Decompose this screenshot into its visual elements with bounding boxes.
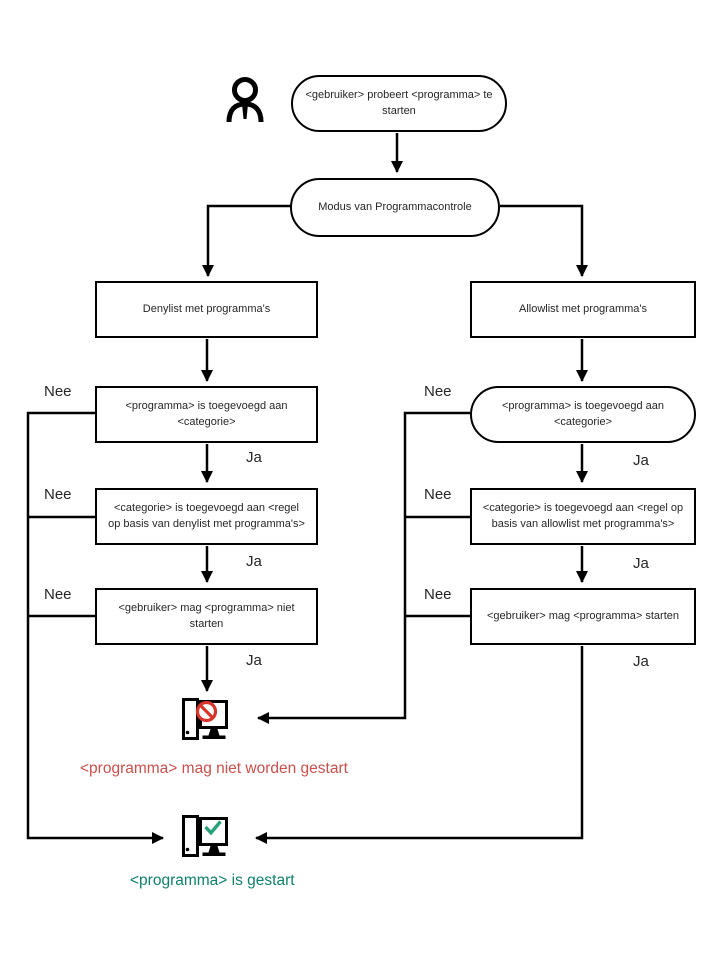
label-nee-left-2: Nee [44,486,72,503]
started-computer-icon [184,817,227,857]
node-allow-result: <gebruiker> mag <programma> starten [470,588,696,645]
connector-right-nee-rail-to-blocked [258,413,470,718]
connectors [28,133,582,838]
node-denylist: Denylist met programma's [95,281,318,338]
label-nee-left-1: Nee [44,383,72,400]
outcome-started-text: <programma> is gestart [130,872,295,889]
connector-mode-to-allowlist [500,206,582,276]
label-nee-right-2: Nee [424,486,452,503]
outcome-blocked-text: <programma> mag niet worden gestart [80,760,348,777]
label-ja-right-1: Ja [633,452,649,469]
label-ja-left-3: Ja [246,652,262,669]
node-deny-check-rule: <categorie> is toegevoegd aan <regel op basis van denylist met programma's> [95,488,318,545]
label-nee-left-3: Nee [44,586,72,603]
prohibition-icon [198,703,216,721]
connector-right-ja-3-to-started [256,646,582,838]
tower [184,700,198,739]
node-deny-check-category: <programma> is toegevoegd aan <categorie> [95,386,318,443]
user-head [235,80,256,101]
node-start: <gebruiker> probeert <programma> te starten [291,75,507,132]
tower-dot [186,731,190,735]
label-ja-left-1: Ja [246,449,262,466]
label-nee-right-3: Nee [424,586,452,603]
connector-mode-to-denylist [208,206,291,276]
monitor-base [203,853,226,857]
monitor-base [203,736,226,740]
user-tie [242,104,248,119]
label-ja-right-3: Ja [633,653,649,670]
tower [184,817,198,856]
label-nee-right-1: Nee [424,383,452,400]
label-ja-right-2: Ja [633,555,649,572]
user-icon [229,80,261,123]
node-mode: Modus van Programmacontrole [290,178,500,237]
tower-dot [186,848,190,852]
node-deny-result: <gebruiker> mag <programma> niet starten [95,588,318,645]
blocked-computer-icon [184,700,227,740]
node-allowlist: Allowlist met programma's [470,281,696,338]
label-ja-left-2: Ja [246,553,262,570]
node-allow-check-category: <programma> is toegevoegd aan <categorie> [470,386,696,443]
node-allow-check-rule: <categorie> is toegevoegd aan <regel op basis van allowlist met programma's> [470,488,696,545]
